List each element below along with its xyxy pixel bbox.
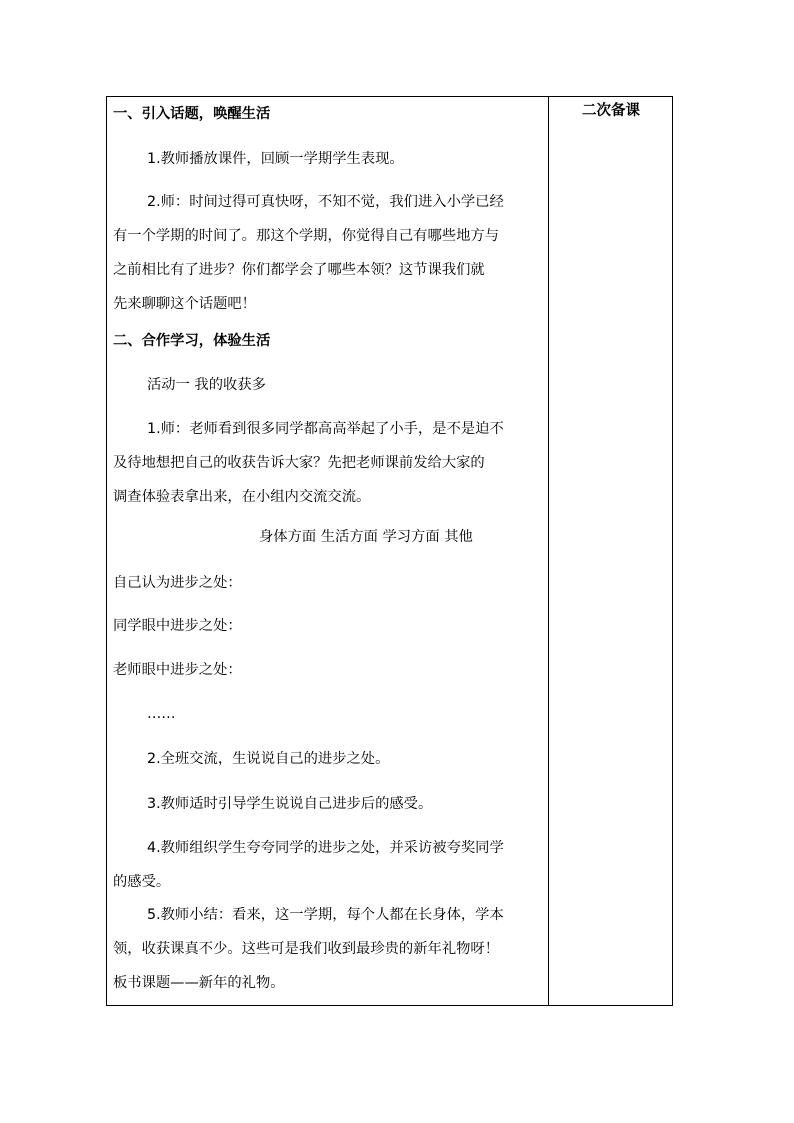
content-line: 3.教师适时引导学生说说自己进步后的感受。 <box>147 796 433 812</box>
content-line: 板书课题——新年的礼物。 <box>113 975 285 991</box>
content-line: 调查体验表拿出来，在小组内交流交流。 <box>113 489 371 505</box>
content-line: 2.全班交流，生说说自己的进步之处。 <box>147 751 390 767</box>
content-line: 身体方面 生活方面 学习方面 其他 <box>259 529 473 545</box>
secondary-prep-header: 二次备课 <box>582 103 640 119</box>
column-divider <box>548 97 549 1005</box>
content-line: 及待地想把自己的收获告诉大家？先把老师课前发给大家的 <box>113 455 485 471</box>
content-line: 4.教师组织学生夸夸同学的进步之处，并采访被夸奖同学 <box>147 840 504 856</box>
lesson-plan-table <box>106 96 673 1006</box>
content-line: 有一个学期的时间了。那这个学期，你觉得自己有哪些地方与 <box>113 228 500 244</box>
content-line: 自己认为进步之处： <box>113 575 242 591</box>
content-line: 活动一 我的收获多 <box>147 377 266 393</box>
content-line: 老师眼中进步之处： <box>113 662 242 678</box>
content-line: 同学眼中进步之处： <box>113 618 242 634</box>
content-line: 之前相比有了进步？你们都学会了哪些本领？这节课我们就 <box>113 262 485 278</box>
content-line: 1.教师播放课件，回顾一学期学生表现。 <box>147 151 404 167</box>
content-line: 5.教师小结：看来，这一学期，每个人都在长身体，学本 <box>147 907 504 923</box>
content-line: …… <box>147 706 176 722</box>
content-line: 的感受。 <box>113 874 171 890</box>
content-line: 先来聊聊这个话题吧！ <box>113 296 256 312</box>
content-line: 2.师：时间过得可真快呀，不知不觉，我们进入小学已经 <box>147 194 504 210</box>
section-heading: 一、引入话题，唤醒生活 <box>113 106 271 122</box>
content-line: 1.师：老师看到很多同学都高高举起了小手，是不是迫不 <box>147 421 504 437</box>
content-line: 领，收获课真不少。这些可是我们收到最珍贵的新年礼物呀！ <box>113 941 500 957</box>
section-heading: 二、合作学习，体验生活 <box>113 333 271 349</box>
